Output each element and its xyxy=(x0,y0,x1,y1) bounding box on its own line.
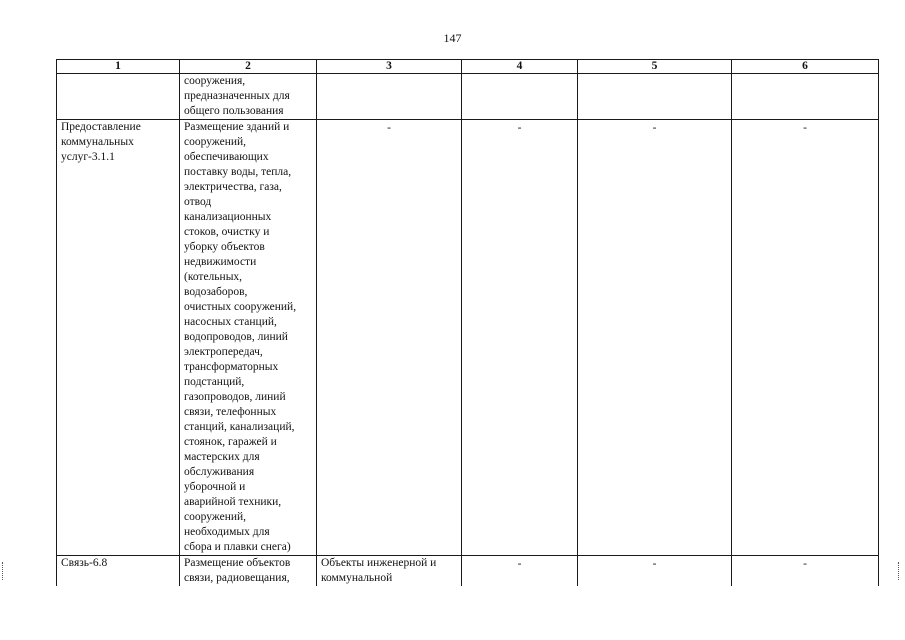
table-cell: Размещение зданий и сооружений, обеспечивающих поставку воды, тепла, электричества, газа, отвод канализационных стоков, очистку и уборку объектов недвижимости (котельных, водозаборов, очистных сооружений, насосных станций, водопроводов, линий электропередач, трансформаторных подстанций, газопроводов, линий связи, телефонных станций, канализаций, стоянок, гаражей и мастерских для обслуживания уборочной и аварийной техники, сооружений, необходимых для сбора и плавки снега) xyxy=(180,120,317,556)
table-cell xyxy=(317,74,462,120)
table-cell: Предоставление коммунальных услуг-3.1.1 xyxy=(57,120,180,556)
table-cell xyxy=(462,74,578,120)
table-cell xyxy=(732,74,879,120)
column-header-4: 4 xyxy=(462,60,578,74)
table-cell: - xyxy=(462,556,578,587)
table-cell: - xyxy=(462,120,578,556)
table-cell: Объекты инженерной и коммунальной xyxy=(317,556,462,587)
table-cell xyxy=(57,74,180,120)
scan-edge-mark-right xyxy=(898,562,902,580)
column-header-2: 2 xyxy=(180,60,317,74)
column-header-3: 3 xyxy=(317,60,462,74)
table-header-row xyxy=(57,60,879,74)
column-header-6: 6 xyxy=(732,60,879,74)
scan-edge-mark-left xyxy=(2,562,6,580)
table-row xyxy=(57,120,879,556)
table-cell: - xyxy=(317,120,462,556)
column-header-5: 5 xyxy=(578,60,732,74)
table-cell: - xyxy=(578,556,732,587)
table-cell: Связь-6.8 xyxy=(57,556,180,587)
regulation-table xyxy=(56,59,879,586)
table-row xyxy=(57,74,879,120)
table-cell xyxy=(578,74,732,120)
table-cell: сооружения, предназначенных для общего пользования xyxy=(180,74,317,120)
table-cell: - xyxy=(578,120,732,556)
table-row xyxy=(57,556,879,587)
page-number: 147 xyxy=(443,31,462,45)
table-cell: Размещение объектов связи, радиовещания, xyxy=(180,556,317,587)
table-cell: - xyxy=(732,556,879,587)
table-cell: - xyxy=(732,120,879,556)
column-header-1: 1 xyxy=(57,60,180,74)
